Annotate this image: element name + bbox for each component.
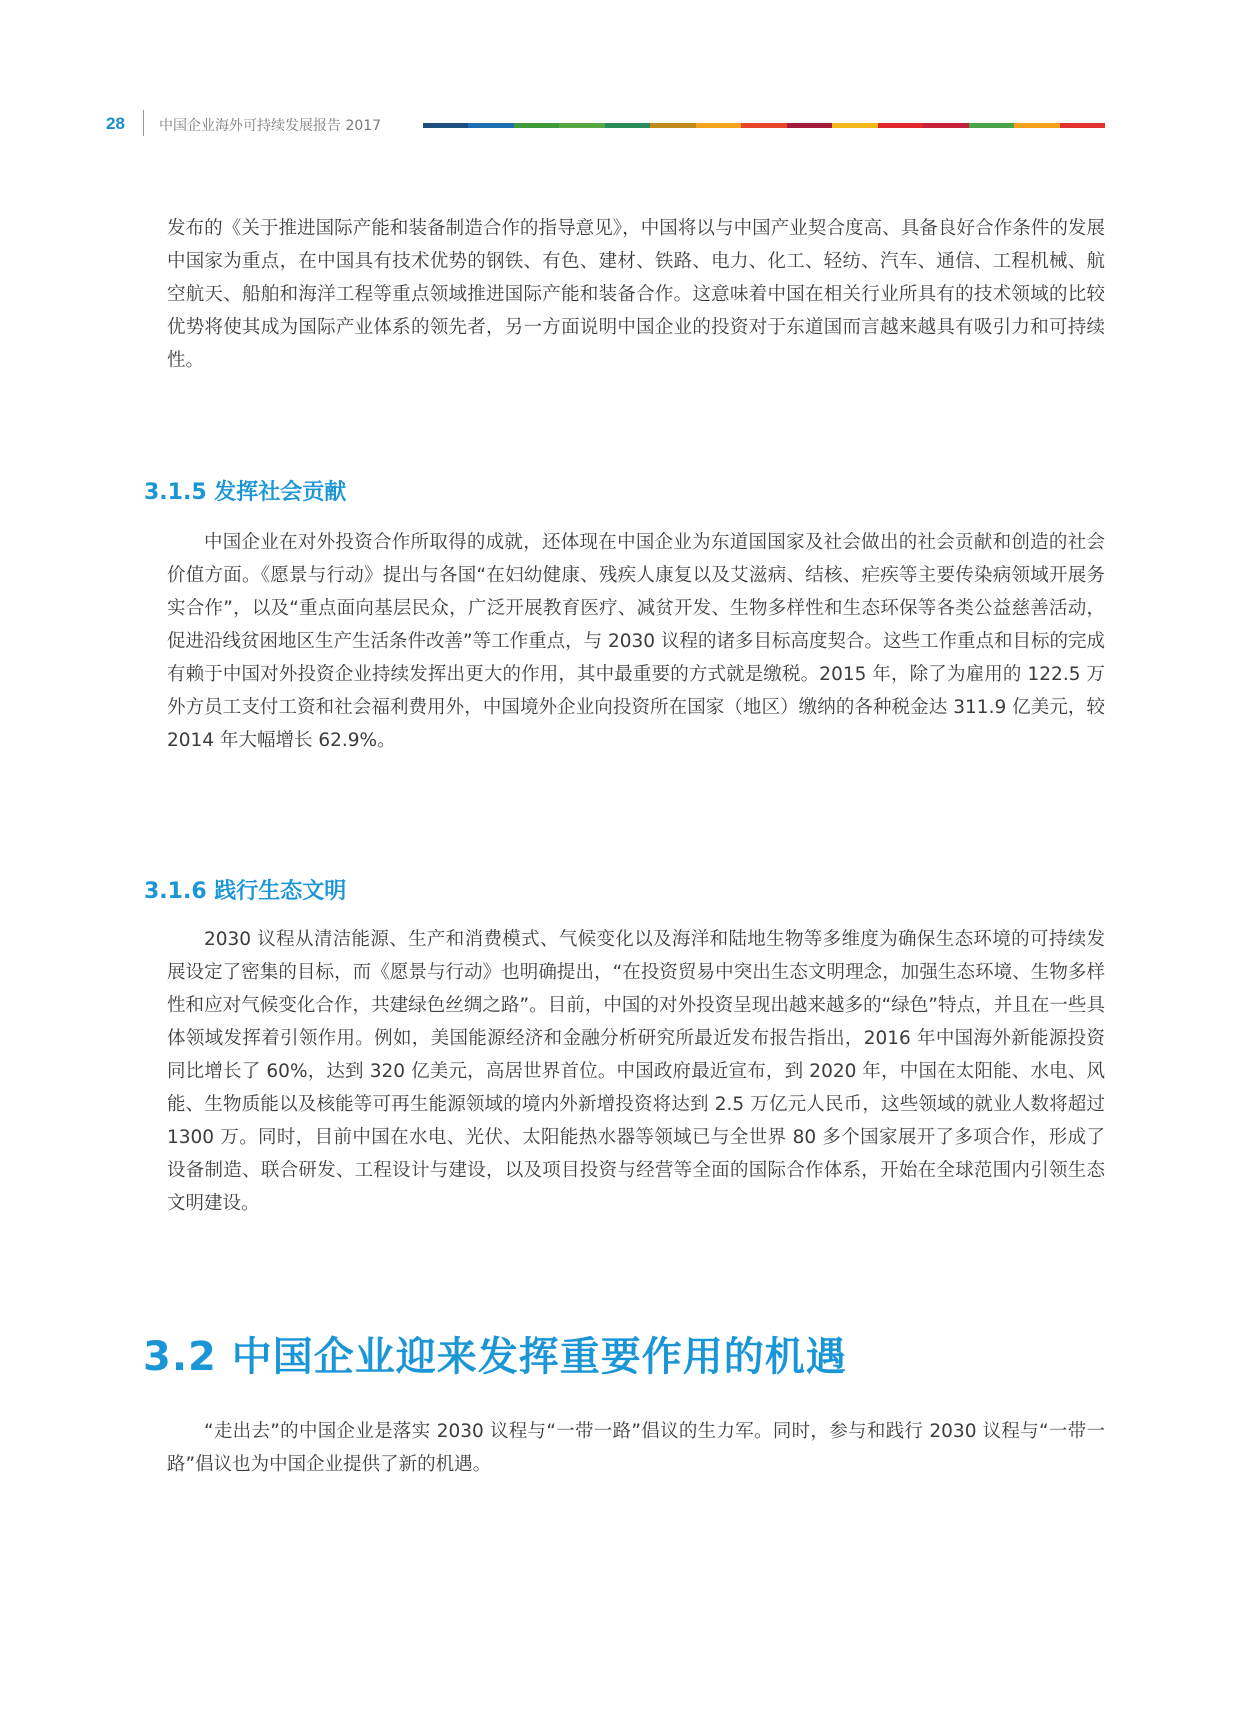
- section-body-3-1-5: 中国企业在对外投资合作所取得的成就，还体现在中国企业为东道国国家及社会做出的社会贡献和创造的社会价值方面。《愿景与行动》提出与各国“在妇幼健康、残疾人康复以及艾滋病、结核、疟疾等主要传染病领域开展务实合作”，以及“重点面向基层民众，广泛开展教育医疗、减贫开发、生物多样性和生态环保等各类公益慈善活动，促进沿线贫困地区生产生活条件改善”等工作重点，与 2030 议程的诸多目标高度契合。这些工作重点和目标的完成有赖于中国对外投资企业持续发挥出更大的作用，其中最重要的方式就是缴税。2015 年，除了为雇用的 122.5 万外方员工支付工资和社会福利费用外，中国境外企业向投资所在国家（地区）缴纳的各种税金达 311.9 亿美元，较 2014 年大幅增长 62.9%。: [167, 532, 1105, 751]
- color-bar-segment: [878, 123, 923, 128]
- section-heading-3-1-6: 3.1.6 践行生态文明: [144, 879, 347, 904]
- color-bar-segment: [650, 123, 695, 128]
- color-bar-segment: [1060, 123, 1105, 128]
- color-bar-segment: [741, 123, 786, 128]
- color-bar-segment: [787, 123, 832, 128]
- section-body-3-2: “走出去”的中国企业是落实 2030 议程与“一带一路”倡议的生力军。同时，参与和践行 2030 议程与“一带一路”倡议也为中国企业提供了新的机遇。: [167, 1421, 1105, 1475]
- color-bar-segment: [832, 123, 877, 128]
- section-body-3-1-6: 2030 议程从清洁能源、生产和消费模式、气候变化以及海洋和陆地生物等多维度为确保生态环境的可持续发展设定了密集的目标，而《愿景与行动》也明确提出，“在投资贸易中突出生态文明理念，加强生态环境、生物多样性和应对气候变化合作，共建绿色丝绸之路”。目前，中国的对外投资呈现出越来越多的“绿色”特点，并且在一些具体领域发挥着引领作用。例如，美国能源经济和金融分析研究所最近发布报告指出，2016 年中国海外新能源投资同比增长了 60%，达到 320 亿美元，高居世界首位。中国政府最近宣布，到 2020 年，中国在太阳能、水电、风能、生物质能以及核能等可再生能源领域的境内外新增投资将达到 2.5 万亿元人民币，这些领域的就业人数将超过 1300 万。同时，目前中国在水电、光伏、太阳能热水器等领域已与全世界 80 多个国家展开了多项合作，形成了设备制造、联合研发、工程设计与建设，以及项目投资与经营等全面的国际合作体系，开始在全球范围内引领生态文明建设。: [167, 929, 1105, 1214]
- color-bar-segment: [696, 123, 741, 128]
- intro-paragraph: 发布的《关于推进国际产能和装备制造合作的指导意见》，中国将以与中国产业契合度高、具备良好合作条件的发展中国家为重点，在中国具有技术优势的钢铁、有色、建材、铁路、电力、化工、轻纺、汽车、通信、工程机械、航空航天、船舶和海洋工程等重点领域推进国际产能和装备合作。这意味着中国在相关行业所具有的技术领域的比较优势将使其成为国际产业体系的领先者，另一方面说明中国企业的投资对于东道国而言越来越具有吸引力和可持续性。: [167, 218, 1105, 371]
- page-number: 28: [106, 114, 125, 133]
- sdg-color-bar: [423, 123, 1105, 128]
- section-heading-3-2: 3.2 中国企业迎来发挥重要作用的机遇: [143, 1334, 847, 1380]
- color-bar-segment: [605, 123, 650, 128]
- color-bar-segment: [468, 123, 513, 128]
- report-title: 中国企业海外可持续发展报告 2017: [159, 118, 382, 134]
- color-bar-segment: [559, 123, 604, 128]
- color-bar-segment: [969, 123, 1014, 128]
- color-bar-segment: [423, 123, 468, 128]
- color-bar-segment: [514, 123, 559, 128]
- header-divider: [143, 110, 144, 136]
- color-bar-segment: [1014, 123, 1059, 128]
- color-bar-segment: [923, 123, 968, 128]
- page-header: [0, 108, 1240, 138]
- section-heading-3-1-5: 3.1.5 发挥社会贡献: [144, 480, 347, 505]
